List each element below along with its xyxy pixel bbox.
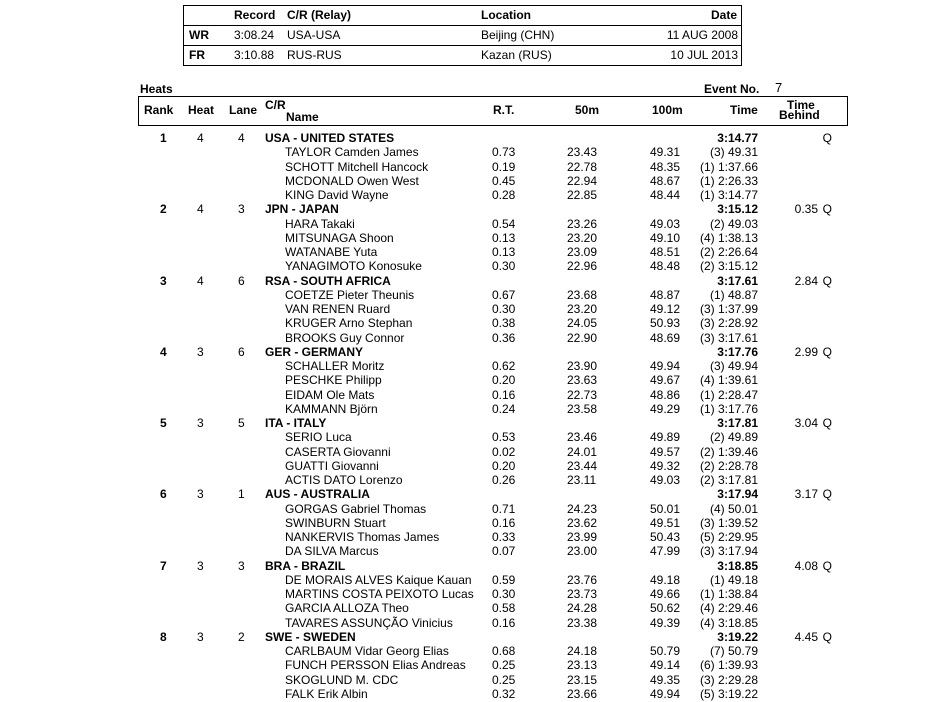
- swimmer-50m: 23.68: [567, 287, 598, 302]
- swimmer-rt: 0.20: [492, 373, 516, 388]
- record-location: Beijing (CHN): [481, 28, 555, 42]
- swimmer-100m: 50.01: [650, 501, 681, 516]
- swimmer-row: [0, 644, 938, 658]
- swimmer-row: [0, 217, 938, 231]
- team-rank: 1: [160, 131, 167, 145]
- swimmer-rt: 0.53: [492, 430, 516, 445]
- swimmer-name: CARLBAUM Vidar Georg Elias: [285, 644, 449, 658]
- qualified-mark: Q: [822, 629, 832, 644]
- team-heat: 3: [197, 558, 204, 573]
- swimmer-rt: 0.02: [492, 444, 516, 459]
- swimmer-row: [0, 601, 938, 615]
- swimmer-100m: 49.66: [650, 587, 681, 601]
- swimmer-rt: 0.16: [492, 387, 516, 402]
- swimmer-100m: 48.87: [650, 287, 681, 302]
- swimmer-split: (1) 3:17.76: [699, 401, 758, 416]
- swimmer-name: GORGAS Gabriel Thomas: [285, 501, 427, 516]
- record-date: 11 AUG 2008: [666, 28, 738, 42]
- swimmer-100m: 48.69: [650, 330, 681, 345]
- swimmer-50m: 22.78: [567, 159, 598, 174]
- swimmer-row: [0, 687, 938, 701]
- swimmer-name: MARTINS COSTA PEIXOTO Lucas: [285, 587, 474, 601]
- swimmer-name: DA SILVA Marcus: [285, 544, 379, 559]
- swimmer-name: ACTIS DATO Lorenzo: [285, 473, 403, 487]
- swimmer-name: CASERTA Giovanni: [285, 444, 391, 459]
- team-heat: 3: [197, 416, 204, 430]
- swimmer-50m: 23.26: [567, 216, 598, 231]
- swimmer-50m: 23.43: [567, 145, 598, 160]
- column-header: [138, 96, 848, 126]
- team-row: [0, 345, 938, 359]
- swimmer-50m: 23.20: [567, 302, 598, 316]
- swimmer-name: SCHOTT Mitchell Hancock: [285, 159, 429, 174]
- record-cr: USA-USA: [287, 28, 341, 42]
- team-heat: 4: [197, 202, 204, 217]
- swimmer-name: SCHALLER Moritz: [285, 359, 385, 373]
- swimmer-rt: 0.45: [492, 173, 516, 188]
- team-time-behind: 2.99: [794, 344, 818, 359]
- swimmer-name: VAN RENEN Ruard: [285, 302, 391, 316]
- team-lane: 5: [238, 416, 245, 430]
- swimmer-rt: 0.13: [492, 230, 516, 245]
- team-time-behind: 3.17: [794, 487, 818, 502]
- swimmer-rt: 0.36: [492, 330, 516, 345]
- swimmer-50m: 23.11: [567, 473, 597, 487]
- swimmer-rt: 0.32: [492, 686, 516, 701]
- swimmer-row: [0, 331, 938, 345]
- swimmer-50m: 23.13: [567, 658, 598, 673]
- qualified-mark: Q: [822, 344, 832, 359]
- swimmer-split: (1) 49.18: [709, 572, 758, 587]
- records-table: [183, 5, 742, 66]
- swimmer-100m: 49.31: [650, 145, 681, 160]
- record-time: 3:10.88: [234, 48, 275, 62]
- team-lane: 1: [238, 487, 245, 502]
- swimmer-50m: 23.99: [567, 530, 598, 544]
- swimmer-row: [0, 573, 938, 587]
- swimmer-split: (1) 3:14.77: [699, 188, 758, 202]
- swimmer-rt: 0.07: [492, 544, 516, 559]
- swimmer-100m: 48.51: [650, 245, 681, 259]
- swimmer-100m: 48.48: [650, 259, 681, 274]
- swimmer-100m: 49.12: [650, 302, 681, 316]
- swimmer-50m: 23.66: [567, 686, 598, 701]
- swimmer-split: (5) 3:19.22: [699, 686, 758, 701]
- team-lane: 3: [238, 558, 245, 573]
- team-lane: 3: [238, 202, 245, 217]
- swimmer-row: [0, 459, 938, 473]
- team-row: [0, 487, 938, 501]
- swimmer-rt: 0.19: [492, 159, 516, 174]
- swimmer-50m: 23.73: [567, 587, 598, 601]
- team-rank: 3: [160, 273, 167, 288]
- swimmer-rt: 0.67: [492, 287, 516, 302]
- swimmer-name: SERIO Luca: [285, 430, 352, 445]
- swimmer-name: KING David Wayne: [285, 188, 389, 202]
- swimmer-row: [0, 473, 938, 487]
- swimmer-name: KAMMANN Björn: [285, 401, 378, 416]
- team-time: 3:17.94: [717, 487, 758, 502]
- record-type: WR: [189, 28, 209, 42]
- swimmer-name: TAYLOR Camden James: [285, 145, 419, 160]
- team-time-behind: 0.35: [794, 202, 818, 217]
- swimmer-50m: 24.23: [567, 501, 598, 516]
- team-heat: 4: [197, 131, 204, 145]
- record-cr: RUS-RUS: [287, 48, 342, 62]
- col-name: Name: [286, 110, 319, 124]
- swimmer-name: SWINBURN Stuart: [285, 515, 386, 530]
- swimmer-row: [0, 516, 938, 530]
- swimmer-rt: 0.25: [492, 658, 516, 673]
- swimmer-name: MCDONALD Owen West: [285, 173, 419, 188]
- team-heat: 3: [197, 344, 204, 359]
- records-header-cr: C/R (Relay): [287, 8, 352, 22]
- swimmer-100m: 50.79: [650, 644, 681, 658]
- swimmer-split: (2) 2:28.78: [699, 458, 758, 473]
- swimmer-100m: 48.44: [650, 188, 681, 202]
- swimmer-name: FALK Erik Albin: [285, 686, 368, 701]
- swimmer-name: SKOGLUND M. CDC: [285, 672, 399, 687]
- swimmer-rt: 0.13: [492, 245, 516, 259]
- team-rank: 2: [160, 202, 167, 217]
- swimmer-50m: 23.90: [567, 359, 598, 373]
- swimmer-name: TAVARES ASSUNÇÃO Vinicius: [285, 615, 453, 630]
- event-number: 7: [775, 80, 783, 95]
- team-row: [0, 274, 938, 288]
- team-name: RSA - SOUTH AFRICA: [265, 273, 391, 288]
- team-heat: 3: [197, 629, 204, 644]
- swimmer-100m: 49.51: [650, 515, 681, 530]
- swimmer-100m: 49.03: [650, 473, 681, 487]
- qualified-mark: Q: [822, 131, 832, 145]
- swimmer-100m: 49.94: [650, 686, 681, 701]
- qualified-mark: Q: [822, 416, 832, 430]
- swimmer-name: YANAGIMOTO Konosuke: [285, 259, 422, 274]
- col-time: Time: [730, 103, 758, 117]
- records-header: [184, 6, 741, 25]
- swimmer-100m: 49.39: [650, 615, 681, 630]
- team-name: AUS - AUSTRALIA: [265, 487, 370, 502]
- swimmer-row: [0, 530, 938, 544]
- record-date: 10 JUL 2013: [670, 48, 738, 62]
- team-name: BRA - BRAZIL: [265, 558, 346, 573]
- swimmer-split: (4) 1:39.61: [699, 373, 758, 388]
- swimmer-100m: 49.32: [650, 458, 681, 473]
- col-rank: Rank: [144, 103, 174, 117]
- swimmer-name: HARA Takaki: [285, 216, 355, 231]
- team-rank: 6: [160, 487, 167, 502]
- swimmer-split: (3) 2:29.28: [699, 672, 758, 687]
- swimmer-row: [0, 188, 938, 202]
- swimmer-rt: 0.25: [492, 672, 516, 687]
- swimmer-100m: 48.35: [650, 159, 681, 174]
- swimmer-split: (2) 1:39.46: [699, 444, 758, 459]
- swimmer-50m: 23.20: [567, 230, 598, 245]
- swimmer-row: [0, 302, 938, 316]
- swimmer-rt: 0.58: [492, 601, 516, 616]
- team-time: 3:14.77: [717, 131, 758, 145]
- team-rank: 8: [160, 629, 167, 644]
- qualified-mark: Q: [822, 202, 832, 217]
- swimmer-row: [0, 288, 938, 302]
- swimmer-100m: 50.93: [650, 316, 681, 331]
- swimmer-split: (4) 50.01: [709, 501, 758, 516]
- qualified-mark: Q: [822, 487, 832, 502]
- swimmer-50m: 23.76: [567, 572, 598, 587]
- swimmer-split: (5) 2:29.95: [699, 530, 758, 544]
- swimmer-50m: 22.73: [567, 387, 598, 402]
- swimmer-rt: 0.28: [492, 188, 516, 202]
- swimmer-split: (2) 49.89: [709, 430, 758, 445]
- team-time-behind: 4.45: [794, 629, 818, 644]
- swimmer-100m: 48.86: [650, 387, 681, 402]
- swimmer-row: [0, 616, 938, 630]
- col-lane: Lane: [229, 103, 258, 117]
- swimmer-name: GARCIA ALLOZA Theo: [285, 601, 409, 616]
- team-time-behind: 4.08: [794, 558, 818, 573]
- swimmer-split: (3) 3:17.61: [699, 330, 758, 345]
- swimmer-rt: 0.71: [492, 501, 516, 516]
- swimmer-100m: 49.14: [650, 658, 681, 673]
- swimmer-100m: 50.62: [650, 601, 681, 616]
- swimmer-100m: 50.43: [650, 530, 681, 544]
- team-row: [0, 202, 938, 216]
- swimmer-rt: 0.30: [492, 302, 516, 316]
- records-header-record: Record: [234, 8, 276, 22]
- swimmer-50m: 24.01: [567, 444, 598, 459]
- swimmer-rt: 0.20: [492, 458, 516, 473]
- record-location: Kazan (RUS): [481, 48, 552, 62]
- swimmer-row: [0, 245, 938, 259]
- swimmer-split: (3) 49.94: [709, 359, 758, 373]
- swimmer-50m: 23.46: [567, 430, 598, 445]
- team-time: 3:17.81: [717, 416, 758, 430]
- swimmer-row: [0, 502, 938, 516]
- swimmer-split: (1) 48.87: [709, 287, 758, 302]
- team-time-behind: 3.04: [794, 416, 818, 430]
- record-time: 3:08.24: [234, 28, 275, 42]
- swimmer-rt: 0.73: [492, 145, 516, 160]
- records-header-location: Location: [481, 8, 531, 22]
- swimmer-100m: 49.18: [650, 572, 681, 587]
- swimmer-name: BROOKS Guy Connor: [285, 330, 405, 345]
- team-name: ITA - ITALY: [265, 416, 327, 430]
- swimmer-row: [0, 544, 938, 558]
- swimmer-rt: 0.26: [492, 473, 516, 487]
- swimmer-split: (1) 2:28.47: [699, 387, 758, 402]
- team-name: USA - UNITED STATES: [265, 131, 395, 145]
- swimmer-split: (2) 3:15.12: [699, 259, 758, 274]
- team-row: [0, 559, 938, 573]
- qualified-mark: Q: [822, 273, 832, 288]
- swimmer-row: [0, 587, 938, 601]
- swimmer-50m: 22.90: [567, 330, 598, 345]
- swimmer-row: [0, 231, 938, 245]
- team-time-behind: 2.84: [794, 273, 818, 288]
- team-time: 3:17.61: [717, 273, 758, 288]
- swimmer-rt: 0.16: [492, 615, 516, 630]
- swimmer-50m: 22.94: [567, 173, 598, 188]
- records-header-date: Date: [711, 8, 738, 22]
- swimmer-rt: 0.54: [492, 216, 516, 231]
- swimmer-100m: 49.89: [650, 430, 681, 445]
- swimmer-50m: 22.85: [567, 188, 598, 202]
- swimmer-split: (1) 1:37.66: [699, 159, 758, 174]
- swimmer-row: [0, 174, 938, 188]
- swimmer-50m: 23.58: [567, 401, 598, 416]
- swimmer-name: GUATTI Giovanni: [285, 458, 379, 473]
- swimmer-rt: 0.16: [492, 515, 516, 530]
- team-lane: 6: [238, 273, 245, 288]
- team-rank: 7: [160, 558, 167, 573]
- swimmer-split: (3) 1:39.52: [699, 515, 758, 530]
- team-rank: 4: [160, 344, 167, 359]
- team-row: [0, 630, 938, 644]
- swimmer-50m: 23.00: [567, 544, 598, 559]
- team-row: [0, 131, 938, 145]
- swimmer-split: (4) 1:38.13: [699, 230, 758, 245]
- swimmer-split: (2) 49.03: [709, 216, 758, 231]
- col-rt: R.T.: [493, 103, 515, 117]
- team-time: 3:18.85: [717, 558, 758, 573]
- team-heat: 4: [197, 273, 204, 288]
- swimmer-50m: 24.28: [567, 601, 598, 616]
- swimmer-row: [0, 402, 938, 416]
- swimmer-name: PESCHKE Philipp: [285, 373, 382, 388]
- swimmer-name: DE MORAIS ALVES Kaique Kauan: [285, 572, 472, 587]
- swimmer-split: (7) 50.79: [709, 644, 758, 658]
- team-time: 3:19.22: [717, 629, 758, 644]
- swimmer-split: (1) 2:26.33: [699, 173, 758, 188]
- record-row: [184, 26, 741, 45]
- swimmer-rt: 0.33: [492, 530, 516, 544]
- team-name: GER - GERMANY: [265, 344, 364, 359]
- swimmer-rt: 0.62: [492, 359, 516, 373]
- col-100m: 100m: [652, 103, 683, 117]
- swimmer-row: [0, 388, 938, 402]
- swimmer-100m: 49.35: [650, 672, 681, 687]
- team-time: 3:15.12: [717, 202, 758, 217]
- swimmer-rt: 0.68: [492, 644, 516, 658]
- swimmer-row: [0, 373, 938, 387]
- swimmer-name: WATANABE Yuta: [285, 245, 378, 259]
- swimmer-split: (2) 3:17.81: [699, 473, 758, 487]
- swimmer-100m: 49.03: [650, 216, 681, 231]
- swimmer-row: [0, 658, 938, 672]
- swimmer-row: [0, 430, 938, 444]
- swimmer-split: (3) 1:37.99: [699, 302, 758, 316]
- team-rank: 5: [160, 416, 167, 430]
- team-time: 3:17.76: [717, 344, 758, 359]
- results-body: [0, 131, 938, 701]
- swimmer-50m: 23.44: [567, 458, 598, 473]
- swimmer-100m: 48.67: [650, 173, 681, 188]
- col-time-behind-1: Time: [787, 98, 815, 112]
- swimmer-split: (3) 3:17.94: [699, 544, 758, 559]
- swimmer-rt: 0.59: [492, 572, 516, 587]
- swimmer-50m: 23.62: [567, 515, 598, 530]
- swimmer-50m: 23.09: [567, 245, 598, 259]
- swimmer-name: FUNCH PERSSON Elias Andreas: [285, 658, 466, 673]
- swimmer-100m: 49.94: [650, 359, 681, 373]
- record-type: FR: [189, 48, 205, 62]
- team-heat: 3: [197, 487, 204, 502]
- swimmer-rt: 0.38: [492, 316, 516, 331]
- swimmer-name: MITSUNAGA Shoon: [285, 230, 394, 245]
- swimmer-split: (4) 3:18.85: [699, 615, 758, 630]
- swimmer-split: (6) 1:39.93: [699, 658, 758, 673]
- swimmer-50m: 24.05: [567, 316, 598, 331]
- col-heat: Heat: [188, 103, 215, 117]
- record-row: [184, 46, 741, 65]
- swimmer-row: [0, 445, 938, 459]
- swimmer-split: (2) 2:26.64: [699, 245, 758, 259]
- swimmer-100m: 47.99: [650, 544, 681, 559]
- swimmer-split: (1) 1:38.84: [699, 587, 758, 601]
- col-cr: C/R: [265, 98, 286, 112]
- swimmer-50m: 23.15: [567, 672, 598, 687]
- swimmer-50m: 23.63: [567, 373, 598, 388]
- team-lane: 4: [238, 131, 245, 145]
- swimmer-100m: 49.67: [650, 373, 681, 388]
- swimmer-50m: 24.18: [567, 644, 598, 658]
- swimmer-50m: 22.96: [567, 259, 598, 274]
- qualified-mark: Q: [822, 558, 832, 573]
- swimmer-row: [0, 359, 938, 373]
- swimmer-split: (3) 49.31: [709, 145, 758, 160]
- swimmer-name: EIDAM Ole Mats: [285, 387, 375, 402]
- swimmer-row: [0, 316, 938, 330]
- section-title: Heats: [140, 82, 173, 96]
- swimmer-split: (4) 2:29.46: [699, 601, 758, 616]
- swimmer-rt: 0.30: [492, 587, 516, 601]
- swimmer-100m: 49.10: [650, 230, 681, 245]
- team-lane: 6: [238, 344, 245, 359]
- swimmer-100m: 49.57: [650, 444, 681, 459]
- team-row: [0, 416, 938, 430]
- swimmer-rt: 0.24: [492, 401, 516, 416]
- col-time-behind-2: Behind: [779, 108, 820, 122]
- swimmer-row: [0, 673, 938, 687]
- col-50m: 50m: [575, 103, 600, 117]
- swimmer-100m: 49.29: [650, 401, 681, 416]
- swimmer-split: (3) 2:28.92: [699, 316, 758, 331]
- event-label: Event No.: [704, 82, 760, 96]
- swimmer-name: KRUGER Arno Stephan: [285, 316, 413, 331]
- swimmer-rt: 0.30: [492, 259, 516, 274]
- team-name: JPN - JAPAN: [265, 202, 339, 217]
- swimmer-name: NANKERVIS Thomas James: [285, 530, 440, 544]
- swimmer-row: [0, 145, 938, 159]
- swimmer-row: [0, 160, 938, 174]
- swimmer-name: COETZE Pieter Theunis: [285, 287, 415, 302]
- team-name: SWE - SWEDEN: [265, 629, 356, 644]
- swimmer-50m: 23.38: [567, 615, 598, 630]
- swimmer-row: [0, 259, 938, 273]
- team-lane: 2: [238, 629, 245, 644]
